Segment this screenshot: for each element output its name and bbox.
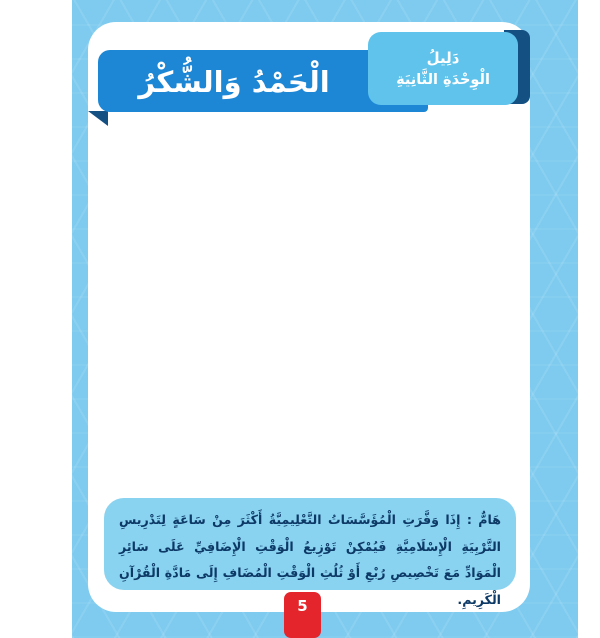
badge-line2: الْوِحْدَةِ الثَّانِيَةِ bbox=[396, 71, 490, 88]
badge-line1: دَلِيلُ bbox=[426, 49, 460, 68]
unit-title: الْحَمْدُ وَالشُّكْرُ bbox=[138, 65, 330, 99]
important-note: هَامٌّ : إِذَا وَفَّرَتِ الْمُؤَسَّسَاتُ التَّعْلِيمِيَّةُ أَكْثَرَ مِنْ سَاعَةٍ لِتَدْرِيسِ التَّرْبِيَةِ الْإِسْلَامِيَّةِ فَيُمْكِنْ تَوْزِيعُ الْوَقْتِ الْإِضَافِيِّ عَلَى سَائِرِ الْمَوَادِّ مَعَ تَخْصِيصِ رُبْعِ أَوْ ثُلُثِ الْوَقْتِ الْمُضَافِ إِلَى مَادَّةِ الْقُرْآنِ الْكَرِيمِ. bbox=[104, 498, 516, 590]
unit-guide-badge bbox=[368, 32, 518, 105]
page-number-tab: 5 bbox=[284, 592, 321, 638]
